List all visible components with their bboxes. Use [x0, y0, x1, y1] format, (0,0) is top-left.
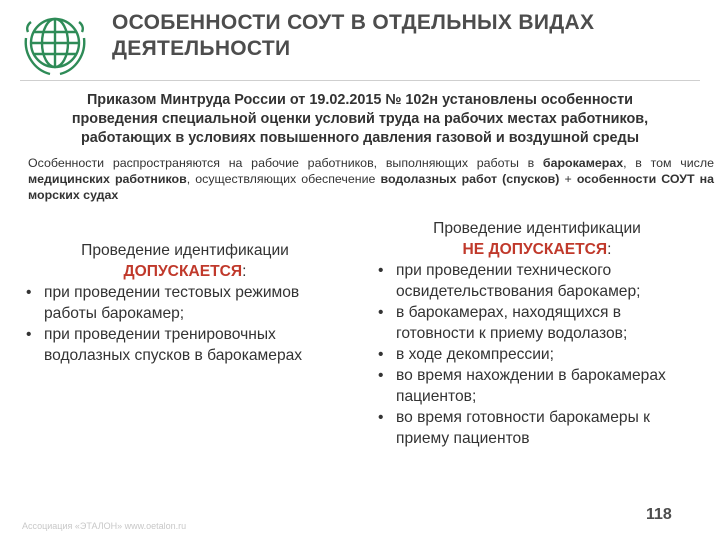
allowed-column — [20, 240, 350, 366]
order-line-3: работающих в условиях повышенного давления газовой и воздушной среды — [80, 130, 639, 146]
allowed-heading: Проведение идентификации — [81, 242, 289, 259]
not-allowed-heading: Проведение идентификации — [433, 220, 641, 237]
list-item: • во время нахождении в барокамерах пациентов; — [372, 365, 702, 407]
title-line-2: ДЕЯТЕЛЬНОСТИ — [112, 37, 291, 60]
not-allowed-list — [372, 260, 702, 449]
features-bold-4: особенности СОУТ на морских судах — [28, 172, 714, 202]
not-allowed-column — [372, 218, 702, 449]
features-paragraph — [28, 155, 714, 203]
list-item: • при проведении тестовых режимов работы барокамер; — [20, 282, 350, 324]
order-line-1: Приказом Минтруда России от 19.02.2015 № 102н установлены особенности — [86, 92, 634, 108]
allowed-list — [20, 282, 350, 366]
features-bold-3: водолазных работ (спусков) — [380, 172, 560, 186]
list-item: • в ходе декомпрессии; — [372, 344, 702, 365]
list-item: • в барокамерах, находящихся в готовности к приему водолазов; — [372, 302, 702, 344]
features-text-3: , осуществляющих обеспечение — [186, 172, 381, 186]
features-bold-2: медицинских работников — [28, 172, 187, 186]
allowed-colon: : — [242, 263, 247, 280]
page-number: 118 — [646, 506, 672, 523]
not-allowed-colon: : — [607, 241, 612, 258]
list-item: • при проведении технического освидетельствования барокамер; — [372, 260, 702, 302]
title-line-1: ОСОБЕННОСТИ СОУТ В ОТДЕЛЬНЫХ ВИДАХ — [112, 11, 595, 34]
page-title — [112, 10, 712, 62]
list-item: • во время готовности барокамеры к приему пациентов — [372, 407, 702, 449]
header-divider — [20, 80, 700, 81]
order-line-2: проведения специальной оценки условий труда на рабочих местах работников, — [71, 111, 649, 127]
features-text-1: Особенности распространяются на рабочие работников, выполняющих работы в — [28, 156, 543, 170]
not-allowed-status: НЕ ДОПУСКАЕТСЯ — [462, 241, 608, 258]
allowed-status: ДОПУСКАЕТСЯ — [123, 263, 243, 280]
globe-logo-icon — [20, 8, 90, 78]
features-text-4: + — [559, 172, 577, 186]
features-bold-1: барокамерах — [542, 156, 624, 170]
order-statement — [28, 91, 692, 148]
allowed-status-line — [20, 261, 350, 282]
footer-organization: Ассоциация «ЭТАЛОН» www.oetalon.ru — [22, 521, 187, 531]
not-allowed-status-line — [372, 239, 702, 260]
list-item: • при проведении тренировочных водолазных спусков в барокамерах — [20, 324, 350, 366]
features-text-2: , в том числе — [623, 156, 714, 170]
